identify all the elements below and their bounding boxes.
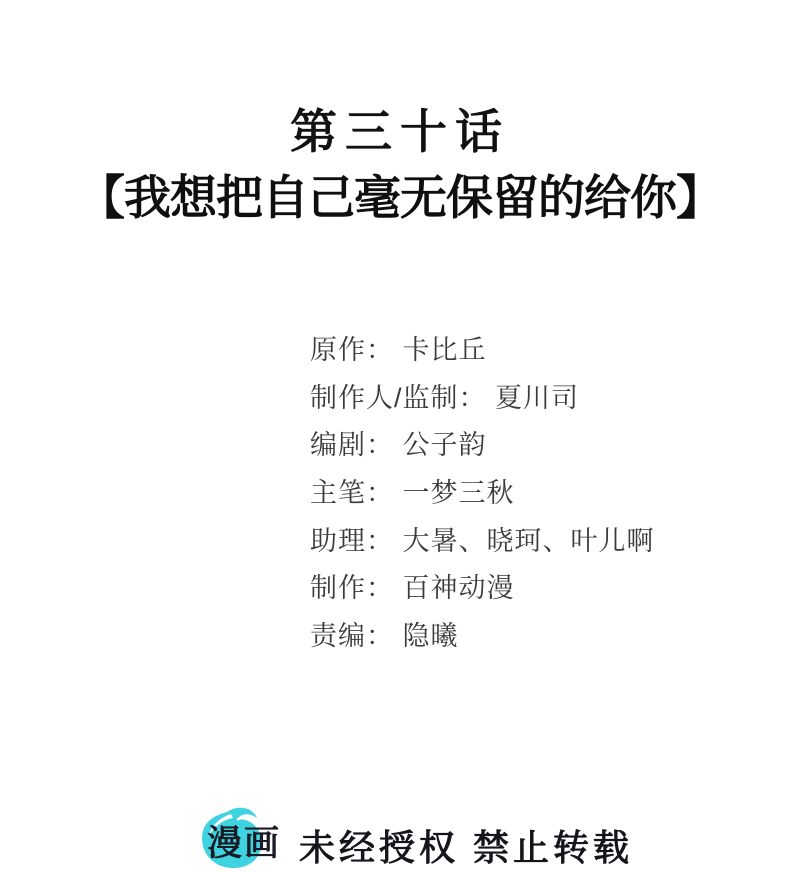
logo-wordmark-text: 漫画 xyxy=(207,824,282,863)
episode-title-heading: 【我想把自己毫无保留的给你】 xyxy=(78,171,722,224)
platform-footer xyxy=(197,806,633,872)
credit-line-lead-artist: 主笔： 一梦三秋 xyxy=(310,478,515,509)
credit-line-editor: 责编： 隐曦 xyxy=(310,621,459,652)
credit-line-original-author: 原作： 卡比丘 xyxy=(310,335,487,365)
chapter-number-heading: 第三十话 xyxy=(290,105,510,158)
credit-line-scriptwriter: 编剧： 公子韵 xyxy=(310,430,487,461)
footer-slogan-text: 未经授权 禁止转载 xyxy=(299,827,634,868)
credit-line-production-studio: 制作： 百神动漫 xyxy=(310,573,515,604)
credit-line-assistants: 助理： 大暑、晓珂、叶儿啊 xyxy=(310,525,655,556)
credits-list xyxy=(310,327,655,661)
credit-line-producer-supervisor: 制作人/监制： 夏川司 xyxy=(310,382,580,413)
manga-platform-logo-icon xyxy=(197,806,289,872)
